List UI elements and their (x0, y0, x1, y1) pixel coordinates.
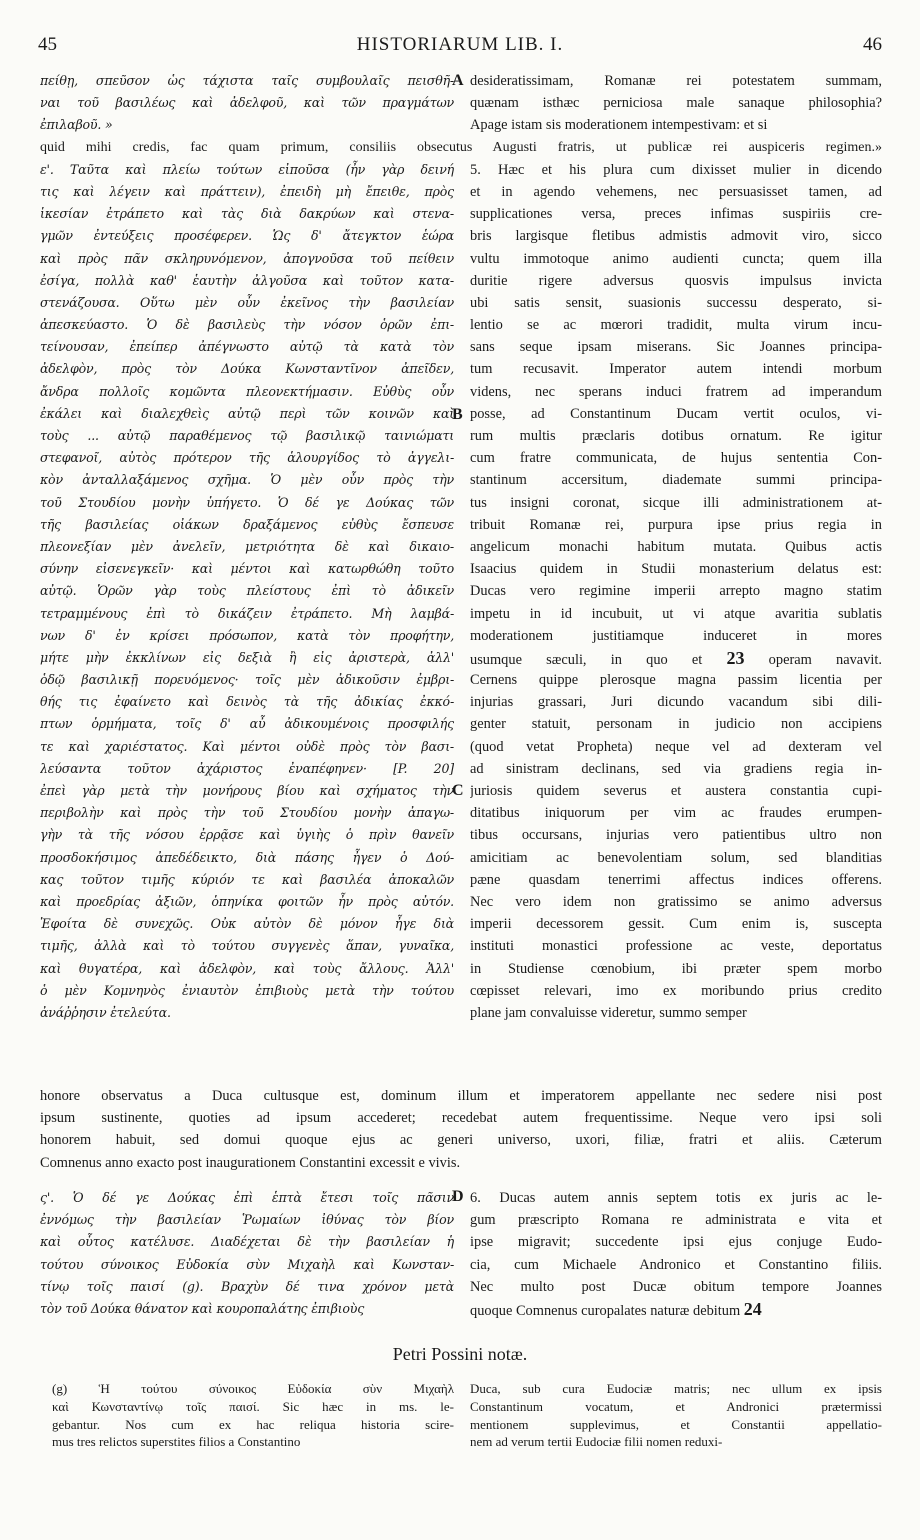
text-line: Nec vero idem non gratissimo se animo adversus (470, 893, 882, 910)
text-line: 6. Ducas autem annis septem totis ex juris ac le- (470, 1190, 882, 1206)
text-line: τοὺς ... αὐτῷ παραθέμενος τῷ βασιλικῷ ταινιώματι (40, 428, 454, 444)
text-line: τετραμμένους ἐπὶ τὸ δικάζειν ἐτράπετο. Μὴ λαμβά- (40, 605, 454, 621)
text-line: θής τις ἐφαίνετο καὶ δεινὸς τὰ τῆς ἀδικίας ἐκκό- (40, 694, 454, 710)
notes-column-right (470, 1380, 882, 1451)
text-line: angelicum monachi habitum mutata. Quibus actis (470, 538, 882, 555)
text-line: ἐσίγα, πολλὰ καθ' ἑαυτὴν ἀλγοῦσα καὶ τοῦτον κατα- (40, 272, 454, 288)
text-line: et in agendo vehemens, nec persuasisset tamen, ad (470, 183, 882, 200)
text-line: quoque Comnenus curopalates naturæ debitum 24 (470, 1298, 762, 1319)
text-line: γμῶν ἐντεύξεις προσέφερεν. Ὡς δ' ἄτεγκτον ἑώρα (40, 228, 454, 244)
text-line: αὐτῷ. Ὁρῶν γὰρ τοὺς πλείστους ἐπὶ τὸ ἀδικεῖν (40, 583, 454, 599)
text-line: sans seque ipsam miserans. Sic Joannes principa- (470, 339, 882, 356)
text-line: moderationem justitiamque induceret in mores (470, 627, 882, 644)
text-line: Ducas vero regimine imperii arrepto magno statim (470, 583, 882, 600)
text-line: amicitiam ac benevolentiam solum, sed blanditias (470, 849, 882, 866)
text-line: mus tres relictos superstites filios a Constantino (52, 1434, 301, 1450)
text-line: ὁδῷ βασιλικῇ πορευόμενος· τοῖς μὲν ἀδικοῦσιν ἐμβρι- (40, 672, 454, 688)
text-line: in Studiense cœnobium, ibi præter spem morbo (470, 960, 882, 977)
text-line: Cernens quippe plerosque magna passim licentia per (470, 672, 882, 689)
text-line: (g) Ἡ τούτου σύνοικος Εὐδοκία σὺν Μιχαὴλ (52, 1381, 454, 1396)
text-line: Isaacius quidem in Studii monasterium delatus est: (470, 561, 882, 578)
page-number-right: 46 (863, 34, 882, 55)
margin-letter-c: C (452, 782, 464, 799)
text-line: ἀπεσκεύαστο. Ὁ δὲ βασιλεὺς τὴν νόσον ὁρῶν ἐπι- (40, 317, 454, 333)
running-header (38, 34, 882, 60)
text-line: impetu in id incubuit, ut vi atque avaritia sublatis (470, 605, 882, 622)
text-line: bris largisque fletibus admistis admovit viro, sicco (470, 228, 882, 245)
text-line: ditatibus iniquorum per vim ac fraudes erumpen- (470, 805, 882, 822)
text-line: cia, cum Michaele Andronico et Constantino filiis. (470, 1256, 882, 1273)
notes-column-left (52, 1380, 454, 1451)
text-line: 5. Hæc et his plura cum dixisset mulier in dicendo (470, 161, 882, 178)
text-line: ἀνάῤῥησιν ἐτελεύτα. (40, 1004, 171, 1020)
text-line: ἄνδρα πολλοῖς κομῶντα πλεονεκτήμασιν. Εὐθὺς οὖν (40, 383, 454, 399)
text-line: κας τοῦτον τιμῆς κύριόν τε καὶ βασιλέα ἀποκαλῶν (40, 871, 454, 887)
page-reference-number: 24 (743, 1298, 762, 1319)
text-line: honorem habuit, sed domui quoque ejus ac generi universo, uxori, filiæ, fratri et aliis. Cæterum (40, 1132, 882, 1149)
text-line: κὸν ἀνταλλαξάμενος σχῆμα. Ὁ μὲν οὖν πρὸς τὴν (40, 472, 454, 488)
latin-column-main (470, 159, 882, 1024)
text-line: duritie rigere adversus quosvis impulsus invicta (470, 272, 882, 289)
text-line: Ἐφοίτα δὲ συνεχῶς. Οὐκ αὐτὸν δὲ μόνον ἦγε διὰ (40, 916, 454, 932)
text-line: καὶ πρὸς πᾶν σκληρυνόμενον, ἀπογνοῦσα τοῦ πείθειν (40, 250, 454, 266)
text-line: Comnenus anno exacto post inaugurationem Constantini excessit e vivis. (40, 1154, 461, 1171)
text-line: vultu immotoque animo audienti cuncta; quem illa (470, 250, 882, 267)
text-line: λεύσαντα τοῦτον ἀχάριστος ἐναπέφηνεν· [P. 20] (40, 760, 454, 776)
text-line: (quod vetat Propheta) neque vel ad dexteram vel (470, 738, 882, 755)
text-line: stantinum accersitum, diademate summi principa- (470, 472, 882, 489)
text-line: πλεονεξίαν μὲν ἀνελεῖν, μετριότητα δὲ καὶ δικαιο- (40, 538, 454, 554)
text-line: quænam isthæc perniciosa male sanaque philosophia? (470, 95, 882, 112)
text-line: Duca, sub cura Eudociæ matris; nec ullum ex ipsis (470, 1381, 882, 1396)
text-line: στενάζουσα. Οὕτω μὲν οὖν ἐκεῖνος τὴν βασιλείαν (40, 294, 454, 310)
bridge-line-block (40, 137, 882, 159)
text-line: τείνουσαν, ἐπείπερ ἀπέγνωστο αὐτῷ τὰ κατὰ τὸν (40, 339, 454, 355)
text-line: imperii decessorem gessit. Cum enim is, suscepta (470, 916, 882, 933)
text-line: gum præscripto Romana re administrata e vita et (470, 1212, 882, 1229)
text-line: cœpisset relevari, imo ex moribundo prius credito (470, 982, 882, 999)
latin-column-bottom (470, 1187, 882, 1320)
text-line: τῆς βασιλείας οἰάκων δραξάμενος εὐθὺς ἔσπευσε (40, 516, 454, 532)
text-line: ad sinistram declinans, sed via gradiens regia in- (470, 760, 882, 777)
bridge-line: quid mihi credis, fac quam primum, consiliis obsecutus Augusti fratris, ut publicæ rei auspiceris regimen.» (40, 139, 882, 155)
text-line: ἐπεὶ γὰρ μετὰ τὴν μονήρους βίου καὶ σχήματος τὴν (40, 783, 454, 799)
text-line: μήτε μὴν ἐκκλίνων εἰς δεξιὰ ἢ εἰς ἀριστερὰ, ἀλλ' (40, 649, 454, 665)
text-line: ἱκεσίαν ἐτράπετο καὶ τὰς διὰ δακρύων καὶ στενα- (40, 206, 454, 222)
text-line: desideratissimam, Romanæ rei potestatem summam, (470, 73, 882, 89)
text-line: mentionem supplevimus, et Constantii appellatio- (470, 1416, 882, 1432)
text-line: tibus occursans, injurias vero patientibus ultro non (470, 827, 882, 844)
text-line: gebantur. Nos cum ex hac reliqua historia scire- (52, 1416, 454, 1432)
greek-column-main (40, 159, 454, 1024)
text-line: supplicationes versa, preces infimas suspiriis cre- (470, 206, 882, 223)
text-line: juriosis quidem severus et austera constantia cupi- (470, 783, 882, 800)
text-line: usumque sæculi, in quo et 23 operam navavit. (470, 647, 882, 668)
margin-letter-d: D (452, 1188, 464, 1205)
text-line: tus insigni coronat, sicque illi administrationem at- (470, 494, 882, 511)
text-line: ipse migravit; succedente ipsi ejus conjuge Eudo- (470, 1234, 882, 1251)
greek-column-bottom (40, 1187, 454, 1320)
text-line: plane jam convaluisse videretur, summo semper (470, 1004, 747, 1021)
text-line: γὴν τὰ τῆς νόσου ἐρρᾷσε καὶ ὑγιὴς ὁ πρὶν θανεῖν (40, 827, 454, 843)
text-line: καὶ οὗτος κατέλυσε. Διαδέχεται δὲ τὴν βασιλείαν ἡ (40, 1234, 454, 1250)
text-line: τιμῆς, ἀλλὰ καὶ τὸ τούτου συγγενὲς ἅπαν, γυναῖκα, (40, 938, 454, 954)
text-line: ὁ μὲν Κομνηνὸς ἐνιαυτὸν ἐπιβιοὺς μετὰ τὴν τούτου (40, 982, 454, 998)
text-line: καὶ Κωνσταντίνῳ τοῖς παισί. Sic hæc in ms. le- (52, 1398, 454, 1414)
text-line: στεφανοῖ, αὐτὸς πρότερον τῆς ἁλουργίδος τὸ ἀγγελι- (40, 450, 454, 466)
text-line: tum recusavit. Imperator autem intendi morbum (470, 361, 882, 378)
text-line: ipsum sustinente, quoties ad ipsum accederet; recedebat autem frequentissime. Neque vero ipsi soli (40, 1110, 882, 1127)
latin-full-width (40, 1085, 882, 1174)
text-line: pæne quasdam tenerrimi affectus indices offerens. (470, 871, 882, 888)
text-line: ἀδελφὸν, πρὸς τὸν Δούκα Κωνσταντῖνον ἀπεῖδεν, (40, 361, 454, 377)
text-line: καὶ θυγατέρα, καὶ ἀδελφὸν, καὶ τοὺς ἄλλους. Ἀλλ' (40, 960, 454, 976)
text-line: posse, ad Constantinum Ducam vertit oculos, vi- (470, 405, 882, 422)
latin-column-top (470, 70, 882, 137)
text-line: injurias grassari, Juri dicundo vacandum sibi dili- (470, 694, 882, 711)
margin-letter-a: A (452, 72, 464, 89)
text-line: cum fratre communicata, de hujus sententia Con- (470, 450, 882, 467)
text-line: Nec multo post Ducæ obitum tempore Joannes (470, 1278, 882, 1295)
text-line: τε καὶ χαριέστατος. Καὶ μέντοι οὐδὲ πρὸς τὸν βασι- (40, 738, 454, 754)
text-line: περιβολὴν καὶ πρὸς τὴν τοῦ Στουδίου μονὴν ἀπαγω- (40, 805, 454, 821)
text-line: ἐννόμως τὴν βασιλείαν Ῥωμαίων ἰθύνας τὸν βίον (40, 1212, 454, 1228)
text-line: προσδοκήσιμος ἀπεδέδεικτο, διὰ πάσης ἦγεν ὁ Δού- (40, 849, 454, 865)
text-line: ναι τοῦ βασιλέως καὶ ἀδελφοῦ, καὶ τῶν πραγμάτων (40, 95, 454, 111)
text-line: videns, nec sperans induci fratrem ad imperandum (470, 383, 882, 400)
text-line: καὶ προεδρίας ἀξιῶν, ὁπηνίκα φοιτῶν ἦν πρὸς αὐτόν. (40, 893, 454, 909)
text-line: τὸν τοῦ Δούκα θάνατον καὶ κουροπαλάτης ἐπιβιοὺς (40, 1300, 365, 1316)
text-line: honore observatus a Duca cultusque est, dominum illum et imperatorem appellante nec sedere nisi post (40, 1088, 882, 1104)
text-line: tribuit Romanæ rei, purpura ipse prius regia in (470, 516, 882, 533)
running-title: HISTORIARUM LIB. I. (356, 34, 564, 55)
text-line: ς'. Ὁ δέ γε Δούκας ἐπὶ ἑπτὰ ἔτεσι τοῖς πᾶσιν (40, 1190, 454, 1205)
text-line: τις καὶ λέγειν καὶ πράττειν), ἐπειδὴ μὴ ἔπειθε, πρὸς (40, 183, 454, 199)
text-line: τοῦ Στουδίου μονὴν ὑπήγετο. Ὁ δέ γε Δούκας τῶν (40, 494, 454, 510)
text-line: ἐκάλει καὶ διαλεχθεὶς αὐτῷ περὶ τῶν κοινῶν καὶ (40, 405, 454, 421)
text-line: πείθῃ, σπεῦσον ὡς τάχιστα ταῖς συμβουλαῖς πεισθῆ- (40, 73, 454, 88)
text-line: Apage istam sis moderationem intempestivam: et si (470, 117, 768, 134)
text-line: ubi satis sensit, suasionis successu desperato, si- (470, 294, 882, 311)
text-line: nem ad verum tertii Eudociæ filii nomen reduxi- (470, 1434, 723, 1450)
text-line: ε'. Ταῦτα καὶ πλείω τούτων εἰποῦσα (ἦν γὰρ δεινή (40, 161, 454, 177)
text-line: τούτου σύνοικος Εὐδοκία σὺν Μιχαὴλ καὶ Κωνσταν- (40, 1256, 454, 1272)
text-line: genter statuit, personam in judicio non accipiens (470, 716, 882, 733)
text-line: πτων ὁρμήματα, τοῖς δ' αὖ ἀδικουμένοις προσφιλής (40, 716, 454, 732)
greek-column-top (40, 70, 454, 137)
text-line: instituti monastici professione ac veste, deportatus (470, 938, 882, 955)
notes-heading: Petri Possini notæ. (392, 1344, 528, 1364)
margin-letter-b: B (452, 406, 463, 423)
text-line: lentio se ac mœrori tradidit, multa virum incu- (470, 317, 882, 334)
page-number-left: 45 (38, 34, 57, 55)
text-line: νων δ' ἐν κρίσει πρόσωπον, κατὰ τὸν προφήτην, (40, 627, 454, 643)
page-reference-number: 23 (726, 647, 745, 668)
text-line: σύνην εἰσενεγκεῖν· καὶ μέντοι καὶ κατωρθώθη τοῦτο (40, 561, 454, 577)
text-line: Constantinum vocatum, et Andronici prætermissi (470, 1398, 882, 1414)
text-line: ἐπιλαβοῦ. » (40, 117, 113, 133)
text-line: τίνῳ τοῖς παισί (g). Βραχὺν δέ τινα χρόνον μετὰ (40, 1278, 454, 1294)
text-line: rum multis præclaris dotibus ornatum. Re igitur (470, 428, 882, 445)
